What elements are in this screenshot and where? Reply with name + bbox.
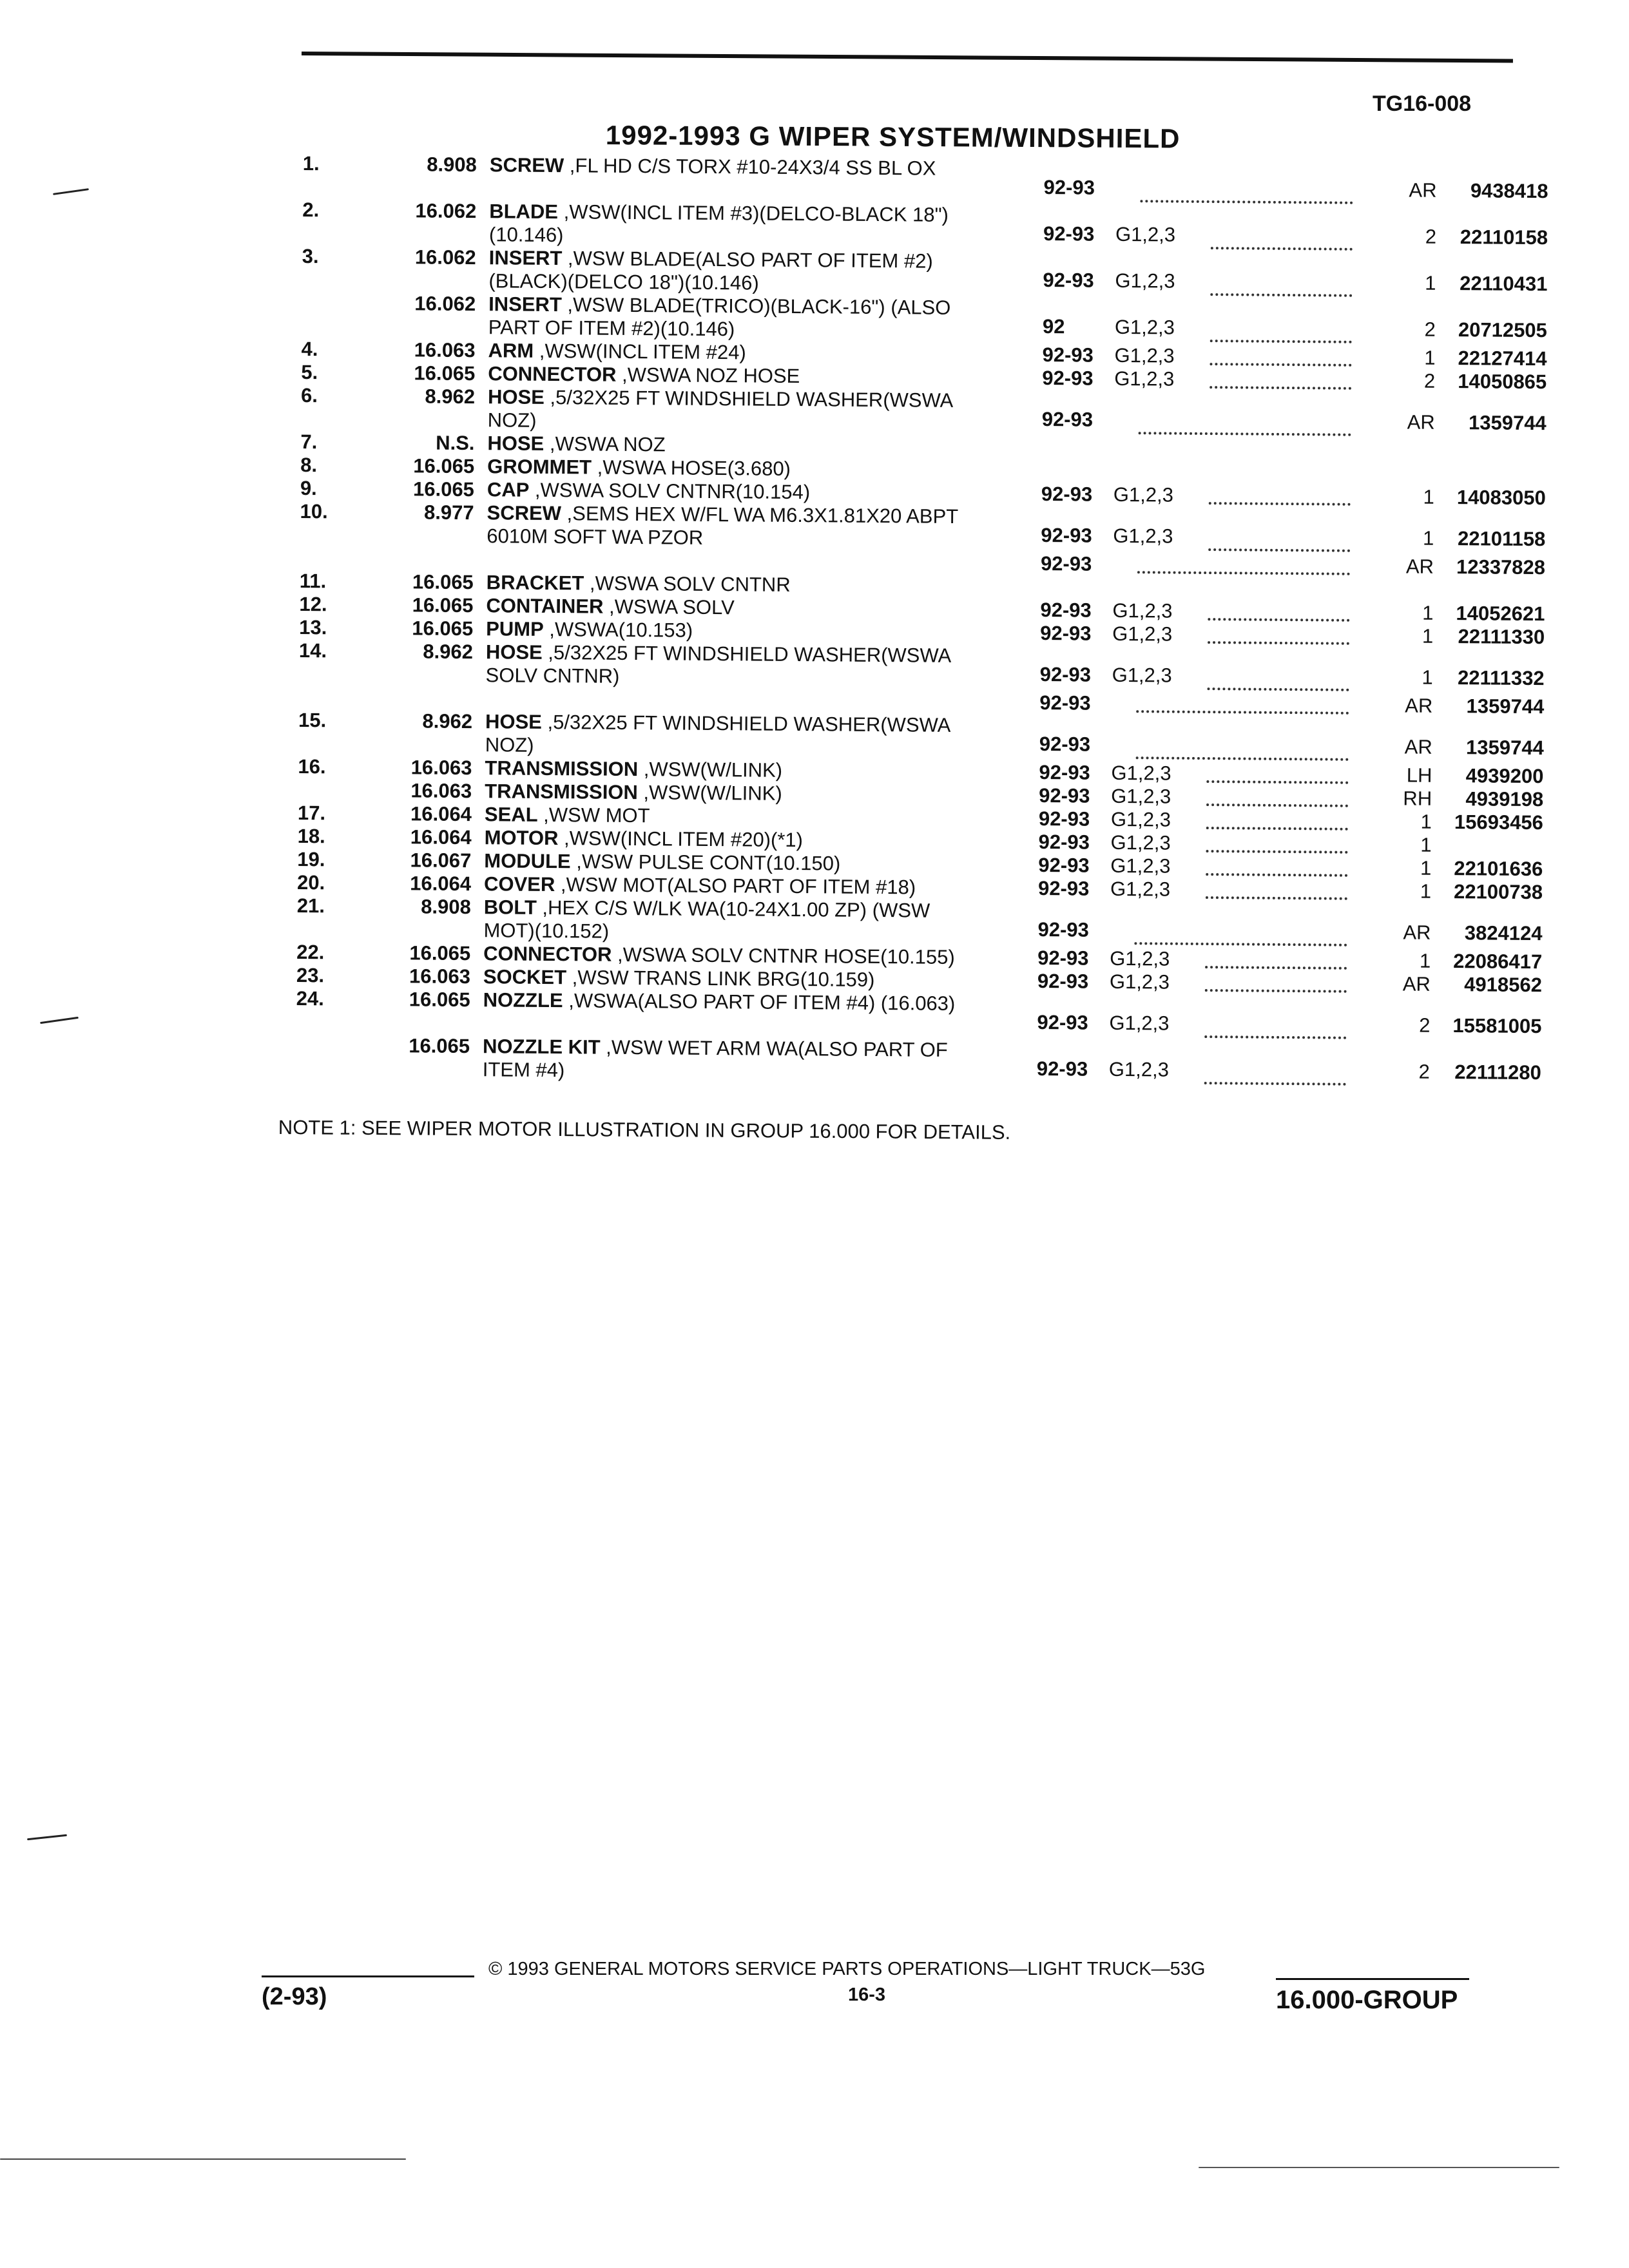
model-codes: G1,2,3 xyxy=(1114,315,1175,339)
item-number: 20. xyxy=(296,870,325,894)
part-detail: ,WSW(W/LINK) xyxy=(638,758,783,782)
part-description xyxy=(483,1035,986,1085)
part-name: MOTOR xyxy=(484,826,559,850)
model-years: 92-93 xyxy=(1039,663,1092,686)
model-years: 92-93 xyxy=(1036,1057,1088,1081)
group-number: 16.065 xyxy=(412,477,475,501)
quantity: AR xyxy=(1407,410,1435,434)
part-description xyxy=(487,455,990,482)
leader-dots xyxy=(1137,571,1350,575)
item-number: 3. xyxy=(302,244,319,268)
group-number: 16.065 xyxy=(413,454,475,478)
part-name: NOZZLE KIT xyxy=(482,1035,601,1059)
part-name: PUMP xyxy=(486,617,544,640)
part-detail: ,WSWA SOLV xyxy=(603,595,735,619)
part-detail: ,WSW(W/LINK) xyxy=(637,781,782,805)
part-number: 9438418 xyxy=(1470,179,1548,203)
group-number: 16.065 xyxy=(414,361,476,385)
part-detail: ,5/32X25 FT WINDSHIELD WASHER(WSWA SOLV CNTNR) xyxy=(485,640,950,687)
part-number: 15581005 xyxy=(1452,1014,1542,1038)
part-number: 20712505 xyxy=(1458,318,1548,342)
part-description xyxy=(487,432,990,459)
group-number: 8.962 xyxy=(423,640,474,664)
quantity: 2 xyxy=(1424,318,1436,341)
part-description xyxy=(485,640,988,691)
leader-dots xyxy=(1206,850,1348,854)
footer-copyright: © 1993 GENERAL MOTORS SERVICE PARTS OPERATIONS—LIGHT TRUCK—53G xyxy=(488,1959,1206,1979)
quantity: AR xyxy=(1405,694,1433,717)
leader-dots xyxy=(1208,641,1349,645)
scan-mark xyxy=(40,1017,79,1024)
part-name: SCREW xyxy=(487,501,562,525)
group-number: 8.908 xyxy=(427,153,477,177)
group-number: N.S. xyxy=(436,431,475,455)
item-number: 14. xyxy=(298,639,327,662)
document-code: TG16-008 xyxy=(1373,91,1472,116)
group-number: 16.067 xyxy=(410,849,472,872)
item-number: 15. xyxy=(298,708,327,732)
quantity: 1 xyxy=(1420,810,1432,833)
footer-rule-right xyxy=(1276,1978,1469,1980)
quantity: RH xyxy=(1403,787,1432,810)
part-number xyxy=(1445,439,1547,440)
item-number xyxy=(300,546,371,547)
quantity: AR xyxy=(1405,555,1434,578)
leader-dots xyxy=(1209,502,1351,506)
model-years: 92-93 xyxy=(1038,807,1090,831)
model-years: 92-93 xyxy=(1039,784,1090,807)
group-number: 16.065 xyxy=(412,617,474,640)
parts-list xyxy=(296,152,1548,1090)
model-years: 92-93 xyxy=(1037,876,1090,900)
quantity: 2 xyxy=(1418,1060,1430,1083)
leader-dots xyxy=(1205,966,1347,970)
part-number: 12337828 xyxy=(1456,555,1546,579)
part-description xyxy=(488,339,990,366)
part-description xyxy=(486,617,988,644)
quantity: 1 xyxy=(1422,601,1434,624)
model-years: 92-93 xyxy=(1042,367,1094,390)
model-codes: G1,2,3 xyxy=(1110,947,1170,970)
model-codes: G1,2,3 xyxy=(1108,1057,1170,1081)
part-description xyxy=(488,246,992,296)
model-years: 92-93 xyxy=(1037,1010,1088,1034)
item-number: 13. xyxy=(299,615,327,639)
part-description xyxy=(483,965,986,992)
model-codes: G1,2,3 xyxy=(1112,599,1173,622)
part-detail: ,WSW BLADE(ALSO PART OF ITEM #2)(BLACK)(DELCO 18")(10.146) xyxy=(488,247,933,294)
model-years: 92-93 xyxy=(1041,524,1092,547)
model-years: 92-93 xyxy=(1043,176,1095,199)
part-name: GROMMET xyxy=(487,455,592,479)
part-number: 22111332 xyxy=(1457,666,1545,690)
part-detail: ,FL HD C/S TORX #10-24X3/4 SS BL OX xyxy=(564,154,936,180)
part-description xyxy=(488,362,990,389)
group-number: 16.064 xyxy=(410,802,472,826)
part-detail: ,WSW(INCL ITEM #3)(DELCO-BLACK 18")(10.146) xyxy=(488,200,949,247)
group-number: 8.962 xyxy=(422,709,473,733)
leader-dots xyxy=(1134,942,1347,947)
part-name: ARM xyxy=(488,339,534,362)
part-description xyxy=(487,501,990,552)
item-number: 16. xyxy=(298,754,326,778)
part-number: 4918562 xyxy=(1464,973,1543,997)
group-number xyxy=(371,547,474,548)
item-number xyxy=(302,291,372,292)
part-number: 22127414 xyxy=(1458,347,1547,370)
part-description xyxy=(490,153,992,180)
part-name: BRACKET xyxy=(486,571,584,595)
item-number: 2. xyxy=(302,198,320,222)
item-number: 10. xyxy=(300,499,328,523)
part-description xyxy=(485,780,987,807)
quantity: 1 xyxy=(1420,833,1432,856)
part-detail: ,WSW TRANS LINK BRG(10.159) xyxy=(566,966,875,992)
group-number: 8.977 xyxy=(423,501,474,524)
group-number: 16.063 xyxy=(414,338,476,362)
quantity: 2 xyxy=(1423,369,1436,392)
part-description xyxy=(485,826,987,853)
quantity: 1 xyxy=(1425,271,1436,294)
part-detail: ,HEX C/S W/LK WA(10-24X1.00 ZP) (WSW MOT)(10.152) xyxy=(483,896,930,943)
part-number: 1359744 xyxy=(1465,736,1544,760)
part-name: BLADE xyxy=(489,200,559,224)
group-number: 16.065 xyxy=(412,570,474,594)
leader-dots xyxy=(1210,293,1352,297)
part-description xyxy=(488,293,992,343)
leader-dots xyxy=(1207,687,1349,691)
item-number: 4. xyxy=(301,337,318,361)
part-name: TRANSMISSION xyxy=(485,780,639,804)
part-number: 3824124 xyxy=(1464,921,1543,945)
part-name: HOSE xyxy=(485,640,543,664)
item-number: 22. xyxy=(296,940,325,964)
model-years: 92-93 xyxy=(1039,733,1091,756)
group-number: 16.062 xyxy=(414,292,476,316)
part-description xyxy=(486,594,988,621)
part-description xyxy=(483,942,986,969)
part-detail: ,WSWA SOLV CNTNR HOSE(10.155) xyxy=(612,943,955,968)
model-codes: G1,2,3 xyxy=(1112,663,1172,687)
item-number: 7. xyxy=(300,430,318,454)
part-detail: ,WSW(INCL ITEM #24) xyxy=(534,339,746,364)
part-detail: ,WSWA(10.153) xyxy=(543,617,693,642)
model-years: 92 xyxy=(1042,315,1065,338)
leader-dots xyxy=(1206,827,1348,831)
quantity xyxy=(1331,462,1434,463)
part-name: INSERT xyxy=(488,246,563,270)
part-name: CAP xyxy=(487,478,530,501)
model-years: 92-93 xyxy=(1040,599,1092,622)
part-number: 4939200 xyxy=(1465,764,1544,788)
item-number: 17. xyxy=(297,801,326,825)
quantity: 1 xyxy=(1420,879,1432,903)
quantity: 1 xyxy=(1422,666,1433,689)
part-detail: ,WSW WET ARM WA(ALSO PART OF ITEM #4) xyxy=(482,1035,948,1082)
part-description xyxy=(489,200,992,250)
part-detail: ,WSW MOT xyxy=(537,803,650,827)
model-years: 92-93 xyxy=(1040,622,1092,645)
model-years: 92-93 xyxy=(1042,343,1094,367)
part-number: 1359744 xyxy=(1468,411,1547,435)
quantity: AR xyxy=(1402,972,1431,995)
group-number: 16.062 xyxy=(414,245,476,269)
item-number xyxy=(296,1033,367,1034)
quantity: 2 xyxy=(1419,1014,1431,1037)
model-years: 92-93 xyxy=(1040,552,1092,575)
model-codes: G1,2,3 xyxy=(1113,483,1174,506)
model-codes: G1,2,3 xyxy=(1115,269,1175,293)
model-years: 92-93 xyxy=(1041,483,1093,506)
group-number: 16.064 xyxy=(410,825,472,849)
part-description xyxy=(485,710,988,760)
model-codes: G1,2,3 xyxy=(1111,761,1171,785)
model-codes: G1,2,3 xyxy=(1115,222,1176,246)
part-name: CONNECTOR xyxy=(488,362,617,386)
model-codes: G1,2,3 xyxy=(1110,854,1171,878)
part-number: 22111330 xyxy=(1458,625,1545,649)
group-number: 16.062 xyxy=(415,199,477,223)
part-number: 22111280 xyxy=(1454,1061,1541,1084)
leader-dots xyxy=(1208,548,1350,552)
part-detail: ,5/32X25 FT WINDSHIELD WASHER(WSWA NOZ) xyxy=(487,385,952,432)
part-name: COVER xyxy=(483,872,555,896)
quantity xyxy=(1331,578,1434,579)
part-number: 22110431 xyxy=(1460,272,1548,296)
part-number: 14052621 xyxy=(1456,602,1545,626)
quantity: 1 xyxy=(1422,526,1434,550)
model-codes: G1,2,3 xyxy=(1110,877,1171,901)
quantity: 1 xyxy=(1424,346,1436,369)
quantity: 1 xyxy=(1419,949,1431,972)
part-detail: ,WSW BLADE(TRICO)(BLACK-16") (ALSO PART OF ITEM #2)(10.146) xyxy=(488,293,951,341)
leader-dots xyxy=(1139,432,1351,436)
part-description xyxy=(485,756,987,783)
part-name: HOSE xyxy=(487,385,545,408)
leader-dots xyxy=(1206,896,1347,900)
item-number xyxy=(298,778,369,779)
parts-row xyxy=(296,1033,1541,1090)
leader-dots xyxy=(1204,1082,1346,1086)
part-name: SOCKET xyxy=(483,965,567,989)
item-number: 21. xyxy=(296,894,325,918)
part-detail: ,WSW PULSE CONT(10.150) xyxy=(570,850,841,875)
scan-mark xyxy=(0,2158,406,2160)
leader-dots xyxy=(1206,803,1348,807)
part-description xyxy=(488,385,991,436)
leader-dots xyxy=(1205,989,1347,993)
part-number: 22101158 xyxy=(1457,527,1546,551)
part-description xyxy=(485,803,987,830)
model-years: 92-93 xyxy=(1037,918,1089,941)
item-number: 5. xyxy=(301,360,318,384)
model-years: 92-93 xyxy=(1043,269,1094,292)
part-detail: ,WSWA SOLV CNTNR(10.154) xyxy=(529,478,811,504)
model-codes: G1,2,3 xyxy=(1114,367,1175,390)
part-description xyxy=(484,872,987,899)
group-number: 16.065 xyxy=(409,988,470,1012)
group-number: 8.962 xyxy=(425,385,476,408)
group-number: 16.063 xyxy=(410,756,472,780)
model-years: 92-93 xyxy=(1043,222,1095,245)
leader-dots xyxy=(1210,386,1351,390)
model-years: 92-93 xyxy=(1039,691,1091,715)
group-number xyxy=(369,686,472,687)
item-number: 24. xyxy=(296,986,324,1010)
model-codes: G1,2,3 xyxy=(1112,622,1173,646)
model-codes: G1,2,3 xyxy=(1110,807,1171,831)
part-description xyxy=(487,478,990,505)
model-codes: G1,2,3 xyxy=(1109,1011,1170,1035)
leader-dots xyxy=(1204,1035,1346,1039)
part-description xyxy=(484,849,987,876)
quantity: 1 xyxy=(1423,485,1434,508)
part-name: SCREW xyxy=(489,153,564,177)
scan-mark xyxy=(53,188,89,195)
part-number: 15693456 xyxy=(1454,811,1544,834)
leader-dots xyxy=(1206,873,1347,877)
model-years: 92-93 xyxy=(1037,969,1089,993)
model-codes: G1,2,3 xyxy=(1110,831,1171,854)
leader-dots xyxy=(1206,780,1348,784)
item-number: 19. xyxy=(297,847,325,871)
part-detail: ,SEMS HEX W/FL WA M6.3X1.81X20 ABPT 6010M SOFT WA PZOR xyxy=(487,502,958,549)
part-name: SEAL xyxy=(484,803,538,826)
part-detail: ,WSWA HOSE(3.680) xyxy=(591,456,791,480)
part-name: HOSE xyxy=(485,710,543,733)
item-number: 6. xyxy=(300,383,318,407)
part-description xyxy=(487,571,989,598)
quantity: AR xyxy=(1404,735,1432,758)
model-years: 92-93 xyxy=(1041,408,1094,431)
leader-dots xyxy=(1210,363,1351,367)
page-number: 16-3 xyxy=(848,1984,886,2005)
item-number: 23. xyxy=(296,963,325,987)
item-number: 8. xyxy=(300,453,318,477)
model-codes: G1,2,3 xyxy=(1114,343,1175,367)
group-number: 8.908 xyxy=(421,895,471,919)
part-description xyxy=(483,896,987,946)
group-number: 16.063 xyxy=(409,965,471,988)
part-number: 22101636 xyxy=(1454,857,1543,881)
group-number: 16.064 xyxy=(410,872,472,896)
item-number: 12. xyxy=(299,592,327,616)
part-detail: ,5/32X25 FT WINDSHIELD WASHER(WSWA NOZ) xyxy=(485,710,950,756)
item-number: 9. xyxy=(300,476,317,500)
model-codes: G1,2,3 xyxy=(1109,970,1170,994)
leader-dots xyxy=(1211,247,1353,251)
item-number: 1. xyxy=(302,152,320,175)
top-rule xyxy=(302,52,1513,62)
quantity: AR xyxy=(1403,921,1431,944)
part-description xyxy=(483,988,986,1015)
group-number: 16.063 xyxy=(410,779,472,803)
part-detail: ,WSWA SOLV CNTNR xyxy=(584,572,791,596)
leader-dots xyxy=(1140,200,1353,204)
quantity: 1 xyxy=(1422,624,1434,648)
footer-rule-left xyxy=(262,1975,474,1977)
group-number: 16.065 xyxy=(409,941,471,965)
part-name: NOZZLE xyxy=(483,988,563,1012)
scan-mark xyxy=(27,1834,67,1840)
part-number: 22110158 xyxy=(1460,226,1548,249)
part-name: HOSE xyxy=(487,432,545,455)
leader-dots xyxy=(1210,340,1352,343)
group-number: 16.065 xyxy=(412,593,474,617)
part-detail: ,WSWA NOZ HOSE xyxy=(616,363,800,388)
leader-dots xyxy=(1136,756,1349,761)
item-number: 11. xyxy=(299,569,327,593)
scan-mark xyxy=(1199,2167,1559,2168)
part-name: CONNECTOR xyxy=(483,942,612,966)
part-detail: ,WSWA NOZ xyxy=(544,432,666,456)
model-years: 92-93 xyxy=(1037,946,1089,970)
quantity: 1 xyxy=(1420,856,1432,879)
part-number: 4939198 xyxy=(1465,787,1544,811)
item-number: 18. xyxy=(297,824,325,848)
part-number: 14050865 xyxy=(1458,370,1547,394)
part-detail: ,WSW(INCL ITEM #20)(*1) xyxy=(558,827,804,852)
model-years: 92-93 xyxy=(1038,830,1090,854)
quantity: LH xyxy=(1406,764,1432,787)
revision-date: (2-93) xyxy=(262,1983,327,2010)
quantity: AR xyxy=(1409,178,1437,202)
page-title: 1992-1993 G WIPER SYSTEM/WINDSHIELD xyxy=(605,120,1181,154)
part-number: 14083050 xyxy=(1456,486,1546,510)
leader-dots xyxy=(1136,710,1349,715)
model-years: 92-93 xyxy=(1038,853,1090,877)
part-name: BOLT xyxy=(483,896,537,919)
group-number: 16.065 xyxy=(409,1034,470,1058)
part-number: 1359744 xyxy=(1466,695,1545,718)
footnote: NOTE 1: SEE WIPER MOTOR ILLUSTRATION IN GROUP 16.000 FOR DETAILS. xyxy=(278,1116,1011,1144)
model-codes: G1,2,3 xyxy=(1111,784,1171,808)
part-detail: ,WSW MOT(ALSO PART OF ITEM #18) xyxy=(555,873,916,899)
quantity: 2 xyxy=(1425,225,1437,248)
leader-dots xyxy=(1208,618,1349,622)
model-years: 92-93 xyxy=(1039,761,1090,784)
part-number: 22100738 xyxy=(1453,880,1543,904)
part-name: CONTAINER xyxy=(486,594,604,618)
part-name: TRANSMISSION xyxy=(485,756,639,781)
part-number: 22086417 xyxy=(1453,950,1543,974)
part-name: MODULE xyxy=(484,849,571,873)
part-detail: ,WSWA(ALSO PART OF ITEM #4) (16.063) xyxy=(563,989,956,1015)
model-codes: G1,2,3 xyxy=(1113,524,1173,548)
group-label: 16.000-GROUP xyxy=(1276,1986,1458,2014)
part-name: INSERT xyxy=(488,293,562,316)
